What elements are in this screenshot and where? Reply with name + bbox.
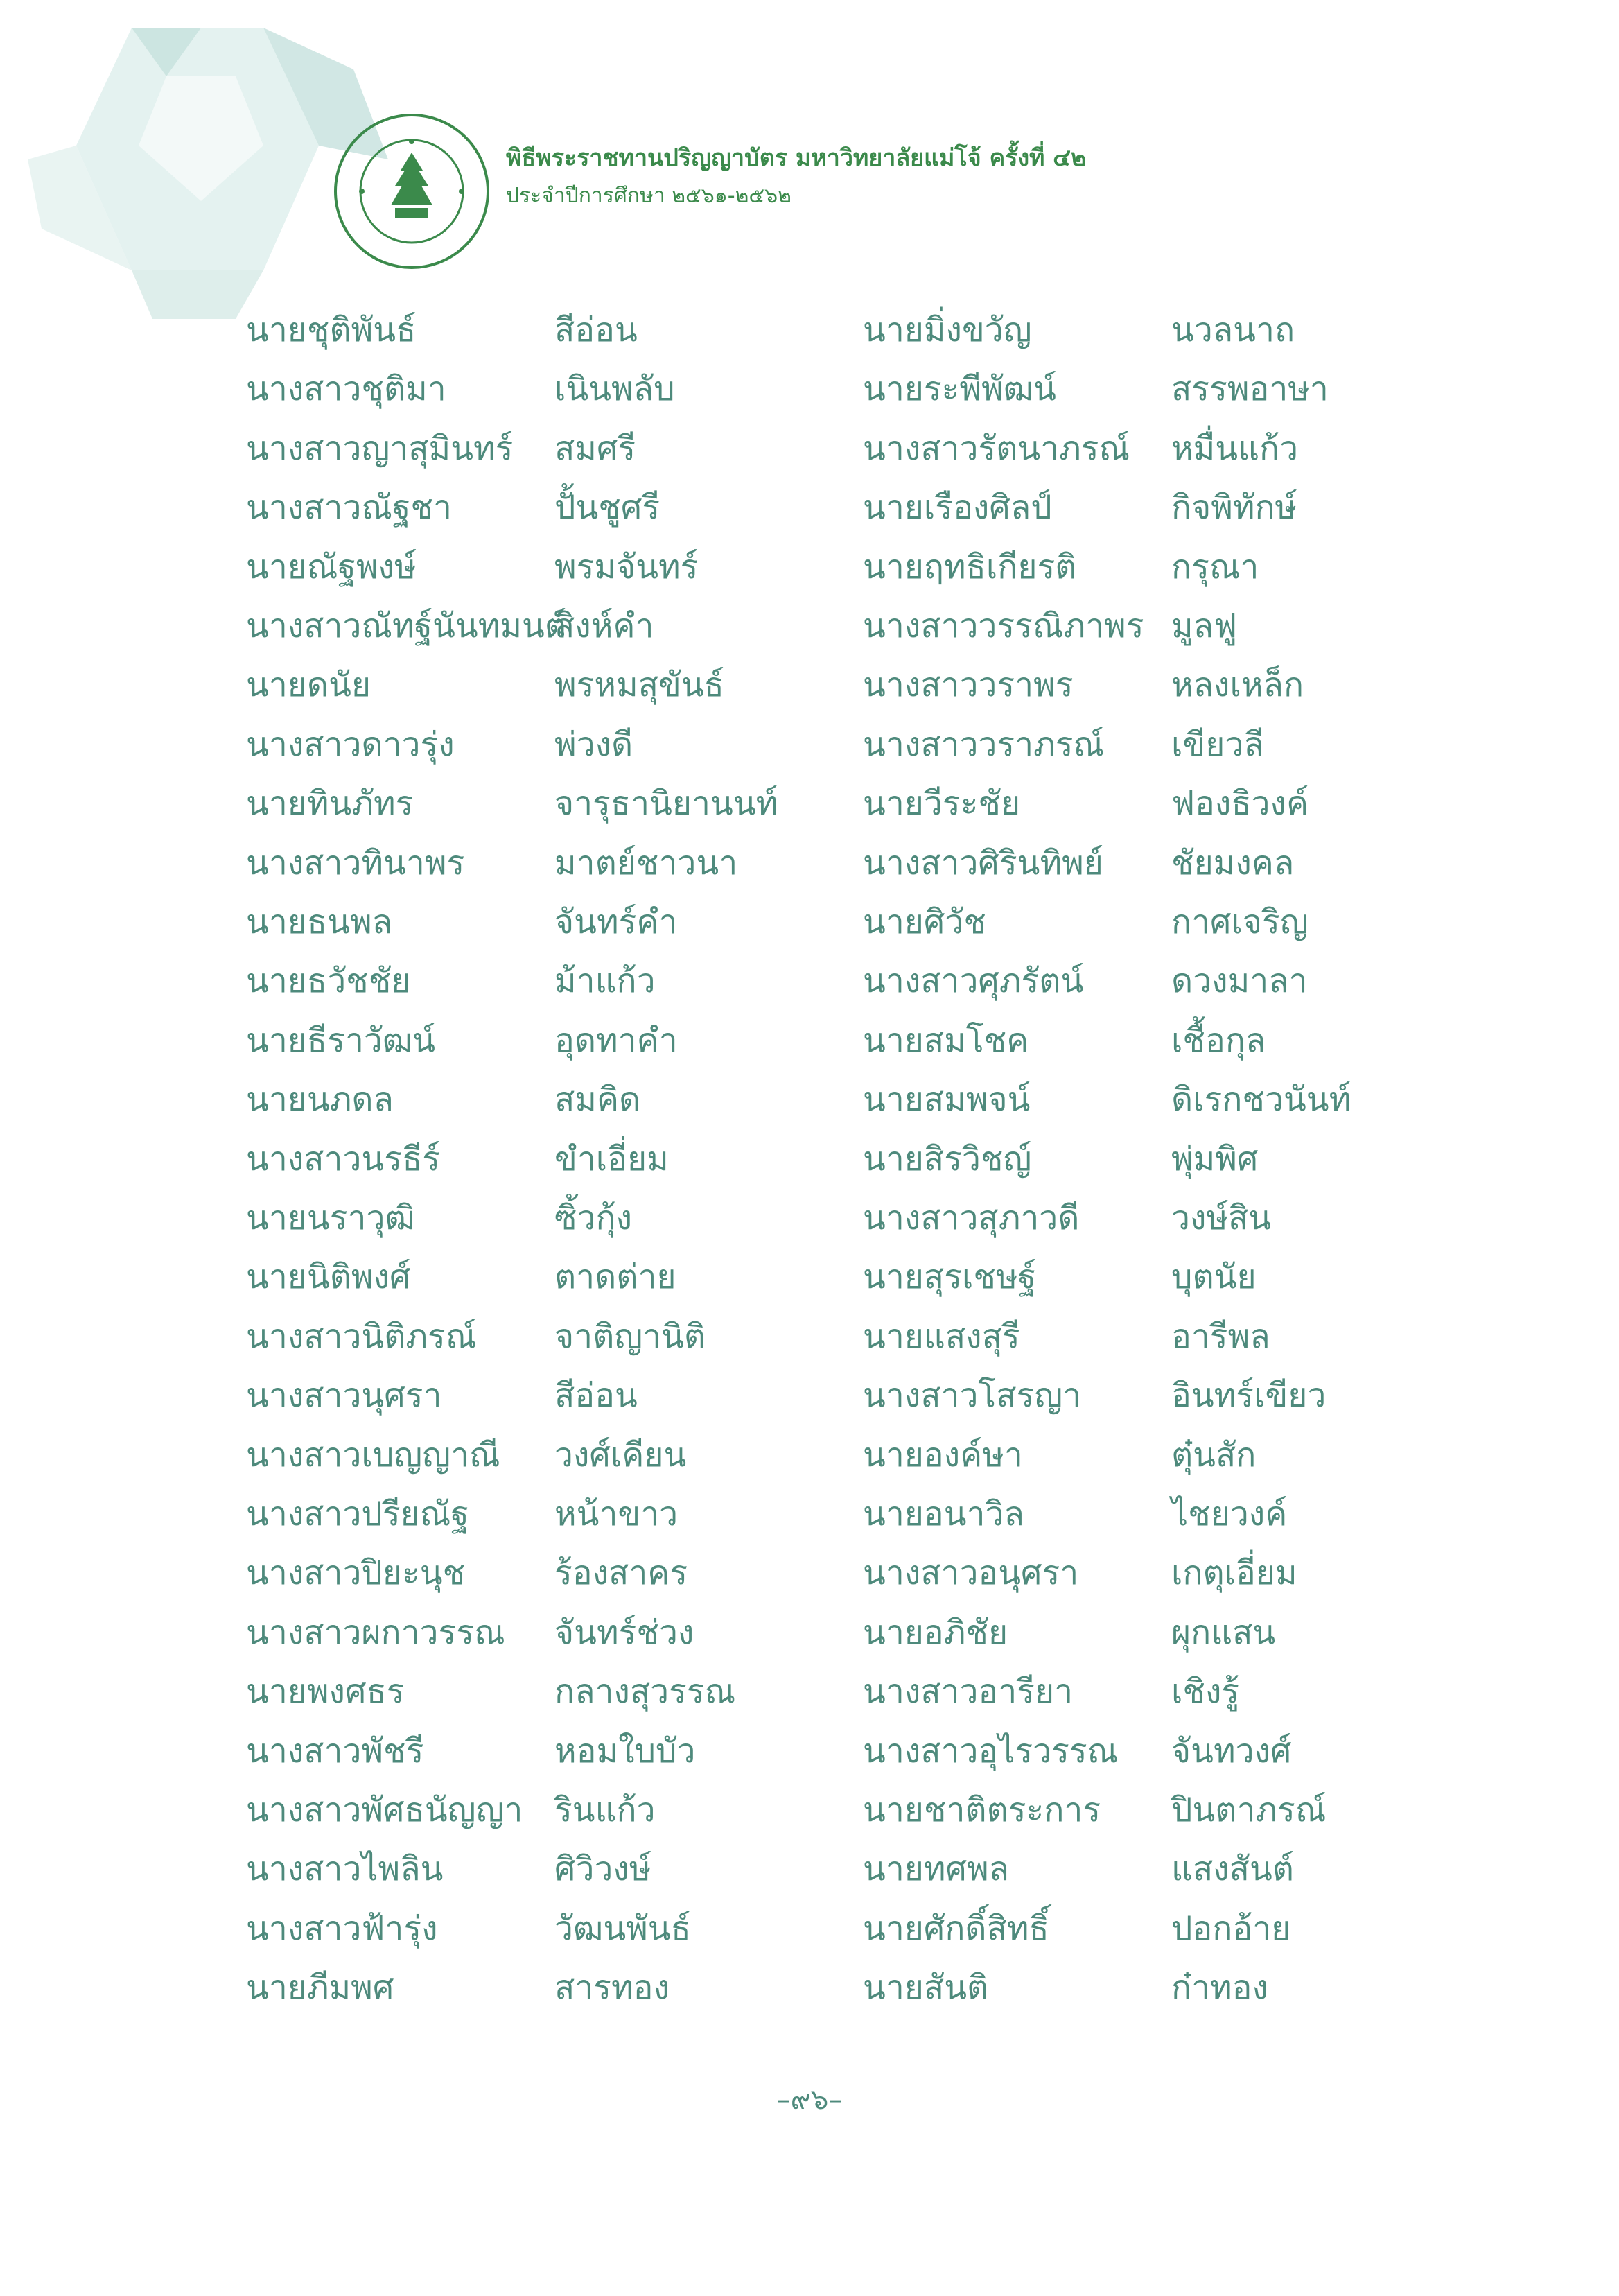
first-name-right: นายอภิชัย: [863, 1612, 1008, 1652]
surname-left: ปั้นชูศรี: [554, 488, 660, 528]
surname-left: วัฒนพันธ์: [554, 1908, 691, 1948]
first-name-left: นางสาวพัชรี: [246, 1731, 424, 1771]
first-name-right: นางสาวอารียา: [863, 1672, 1074, 1712]
surname-left: ศิวิวงษ์: [554, 1850, 651, 1889]
surname-left: รินแก้ว: [554, 1791, 656, 1829]
surname-right: เกตุเอี่ยม: [1171, 1554, 1297, 1593]
first-name-right: นางสาวอนุศรา: [863, 1554, 1079, 1593]
first-name-right: นางสาวอุไรวรรณ: [863, 1731, 1119, 1771]
surname-right: ดวงมาลา: [1171, 962, 1308, 1001]
graduate-row: [0, 1368, 1619, 1427]
first-name-left: นายธีราวัฒน์: [246, 1020, 436, 1060]
first-name-left: นายธวัชชัย: [246, 962, 411, 1001]
graduate-row: [0, 894, 1619, 954]
surname-right: ตุ๋นสัก: [1171, 1435, 1257, 1475]
surname-right: วงษ์สิน: [1171, 1199, 1272, 1237]
first-name-left: นายนิติพงศ์: [246, 1258, 411, 1297]
surname-right: อินทร์เขียว: [1171, 1376, 1327, 1416]
surname-right: กิจพิทักษ์: [1171, 488, 1297, 528]
surname-left: จารุธานิยานนท์: [554, 784, 778, 824]
surname-left: ขำเอี่ยม: [554, 1139, 669, 1179]
graduate-row: [0, 1427, 1619, 1487]
surname-left: สิงห์คำ: [554, 607, 654, 645]
first-name-left: นางสาวปิยะนุช: [246, 1554, 466, 1593]
first-name-left: นางสาวไพลิน: [246, 1850, 444, 1889]
first-name-right: นายสมโชค: [863, 1020, 1029, 1060]
surname-right: เชิงรู้: [1171, 1672, 1240, 1712]
surname-right: บุตนัย: [1171, 1258, 1257, 1297]
graduate-row: [0, 302, 1619, 362]
surname-left: สีอ่อน: [554, 311, 638, 349]
first-name-right: นางสาววราภรณ์: [863, 724, 1105, 764]
surname-right: กรุณา: [1171, 547, 1259, 586]
graduate-row: [0, 539, 1619, 599]
first-name-right: นางสาวศุภรัตน์: [863, 962, 1084, 1001]
first-name-right: นายชาติตระการ: [863, 1791, 1101, 1829]
graduate-row: [0, 953, 1619, 1013]
first-name-left: นายภีมพศ: [246, 1968, 394, 2008]
surname-left: มาตย์ชาวนา: [554, 843, 738, 882]
surname-right: แสงสันต์: [1171, 1850, 1294, 1889]
surname-left: ม้าแก้ว: [554, 962, 656, 1001]
surname-left: สารทอง: [554, 1968, 670, 2008]
first-name-left: นางสาวญาสุมินทร์: [246, 428, 514, 468]
graduate-row: [0, 1072, 1619, 1131]
graduate-row: [0, 480, 1619, 539]
surname-right: ชัยมงคล: [1171, 843, 1295, 882]
first-name-right: นางสาววราพร: [863, 666, 1074, 705]
first-name-left: นางสาวณัทฐ์นันทมนต์: [246, 607, 566, 645]
graduate-row: [0, 1309, 1619, 1368]
first-name-left: นายธนพล: [246, 903, 393, 941]
first-name-right: นายระพีพัฒน์: [863, 369, 1056, 409]
surname-right: ปินตาภรณ์: [1171, 1791, 1327, 1829]
surname-right: ไชยวงค์: [1171, 1495, 1288, 1533]
first-name-left: นายพงศธร: [246, 1672, 405, 1712]
first-name-left: นายทินภัทร: [246, 784, 414, 824]
graduate-row: [0, 1723, 1619, 1783]
graduate-row: [0, 717, 1619, 776]
surname-left: จันทร์ช่วง: [554, 1612, 694, 1652]
surname-left: อุดทาคำ: [554, 1020, 678, 1060]
first-name-left: นายชุติพันธ์: [246, 311, 417, 349]
first-name-left: นางสาวนรธีร์: [246, 1139, 441, 1179]
first-name-right: นายแสงสุรี: [863, 1316, 1020, 1356]
surname-left: ตาดต่าย: [554, 1258, 676, 1297]
surname-right: มูลฟู: [1171, 607, 1238, 645]
graduate-row: [0, 1486, 1619, 1546]
surname-right: ดิเรกชวนันท์: [1171, 1080, 1351, 1120]
surname-left: สีอ่อน: [554, 1376, 638, 1416]
surname-left: ซิ้วกุ้ง: [554, 1199, 633, 1237]
surname-right: พุ่มพิศ: [1171, 1139, 1259, 1179]
graduate-row: [0, 1901, 1619, 1960]
first-name-right: นายเรืองศิลป์: [863, 488, 1052, 528]
graduate-row: [0, 598, 1619, 658]
first-name-right: นายอนาวิล: [863, 1495, 1024, 1533]
surname-right: หลงเหล็ก: [1171, 666, 1304, 705]
graduate-row: [0, 361, 1619, 421]
graduate-row: [0, 1605, 1619, 1664]
surname-left: กลางสุวรรณ: [554, 1672, 736, 1712]
graduate-row: [0, 1782, 1619, 1842]
surname-left: สมศรี: [554, 428, 636, 468]
surname-left: หอมใบบัว: [554, 1731, 696, 1771]
first-name-left: นายนราวุฒิ: [246, 1199, 415, 1237]
first-name-right: นายวีระชัย: [863, 784, 1021, 824]
surname-right: สรรพอาษา: [1171, 369, 1329, 409]
first-name-left: นางสาวดาวรุ่ง: [246, 724, 455, 764]
surname-right: นวลนาถ: [1171, 311, 1295, 349]
graduate-row: [0, 657, 1619, 717]
first-name-right: นายสุรเชษฐ์: [863, 1258, 1037, 1297]
graduate-row: [0, 1545, 1619, 1605]
first-name-right: นายสมพจน์: [863, 1080, 1031, 1120]
first-name-right: นายทศพล: [863, 1850, 1010, 1889]
page-number: –๙๖–: [776, 2084, 843, 2116]
surname-left: ร้องสาคร: [554, 1554, 688, 1593]
surname-right: เขียวลี: [1171, 724, 1264, 764]
surname-left: สมคิด: [554, 1080, 641, 1120]
surname-right: อารีพล: [1171, 1316, 1270, 1356]
first-name-left: นางสาวณัฐชา: [246, 488, 452, 528]
surname-left: วงศ์เคียน: [554, 1435, 687, 1475]
first-name-left: นางสาวปรียณัฐ: [246, 1495, 469, 1533]
first-name-right: นายศักดิ์สิทธิ์: [863, 1908, 1049, 1948]
first-name-left: นายณัฐพงษ์: [246, 547, 417, 586]
first-name-left: นางสาวทินาพร: [246, 843, 465, 882]
surname-left: พ่วงดี: [554, 724, 633, 764]
graduate-row: [0, 1841, 1619, 1901]
first-name-left: นายนภดล: [246, 1080, 394, 1120]
surname-right: จันทวงศ์: [1171, 1731, 1292, 1771]
first-name-right: นายสิรวิชญ์: [863, 1139, 1032, 1179]
surname-right: หมื่นแก้ว: [1171, 428, 1299, 468]
surname-left: เนินพลับ: [554, 369, 675, 409]
first-name-right: นางสาววรรณิภาพร: [863, 607, 1144, 645]
surname-left: หน้าขาว: [554, 1495, 679, 1533]
graduate-row: [0, 1960, 1619, 2019]
first-name-right: นางสาวศิรินทิพย์: [863, 843, 1103, 882]
surname-right: กาศเจริญ: [1171, 903, 1309, 941]
surname-left: จันทร์คำ: [554, 903, 678, 941]
first-name-left: นางสาวชุติมา: [246, 369, 446, 409]
graduate-row: [0, 1190, 1619, 1250]
first-name-left: นางสาวพัศธนัญญา: [246, 1791, 523, 1829]
first-name-right: นายฤทธิเกียรติ: [863, 547, 1077, 586]
first-name-right: นางสาวโสรญา: [863, 1376, 1082, 1416]
first-name-left: นางสาวฟ้ารุ่ง: [246, 1908, 438, 1948]
surname-right: ฟองธิวงค์: [1171, 784, 1309, 824]
first-name-right: นายสันติ: [863, 1968, 989, 2008]
first-name-left: นางสาวนิติภรณ์: [246, 1316, 477, 1356]
surname-right: ก๋าทอง: [1171, 1968, 1268, 2008]
first-name-left: นางสาวนุศรา: [246, 1376, 442, 1416]
first-name-left: นายดนัย: [246, 666, 371, 705]
surname-left: พรมจันทร์: [554, 547, 699, 586]
first-name-right: นายองค์ษา: [863, 1435, 1023, 1475]
surname-right: ปอกอ้าย: [1171, 1908, 1291, 1948]
academic-year: ประจำปีการศึกษา ๒๕๖๑-๒๕๖๒: [506, 184, 791, 208]
graduate-row: [0, 1664, 1619, 1723]
graduate-row: [0, 776, 1619, 835]
surname-right: เชื้อกุล: [1171, 1020, 1266, 1060]
graduate-row: [0, 835, 1619, 895]
first-name-right: นายศิวัช: [863, 903, 986, 941]
first-name-right: นายมิ่งขวัญ: [863, 311, 1032, 349]
ceremony-title: พิธีพระราชทานปริญญาบัตร มหาวิทยาลัยแม่โจ้ ครั้งที่ ๔๒: [506, 144, 1087, 172]
first-name-left: นางสาวเบญญาณี: [246, 1435, 500, 1475]
surname-left: พรหมสุขันธ์: [554, 666, 724, 705]
graduate-row: [0, 1249, 1619, 1309]
graduate-row: [0, 1131, 1619, 1191]
surname-right: ผุกแสน: [1171, 1612, 1276, 1652]
first-name-right: นางสาวรัตนาภรณ์: [863, 428, 1130, 468]
graduate-row: [0, 421, 1619, 480]
first-name-left: นางสาวผกาวรรณ: [246, 1612, 505, 1652]
first-name-right: นางสาวสุภาวดี: [863, 1199, 1080, 1237]
surname-left: จาติญานิติ: [554, 1316, 706, 1356]
graduate-row: [0, 1013, 1619, 1072]
